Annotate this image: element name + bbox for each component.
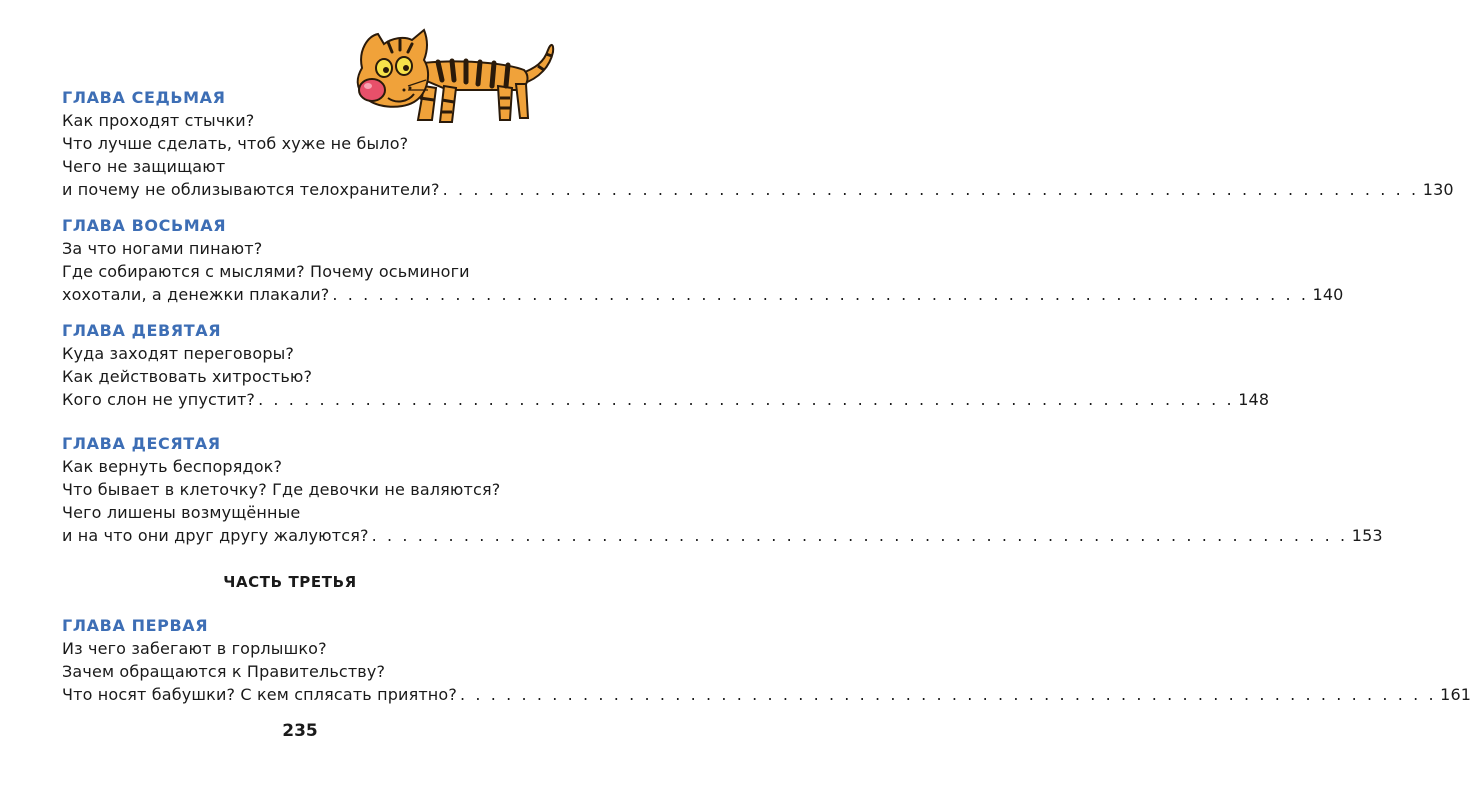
toc-entry-line[interactable]	[62, 683, 1471, 706]
cartoon-tabby-cat-icon	[348, 28, 558, 130]
chapter-line: Как вернуть беспорядок?	[62, 457, 283, 476]
chapter-title: ГЛАВА ПЕРВАЯ	[62, 616, 209, 635]
cat-leg	[516, 84, 528, 118]
chapter-line: и на что они друг другу жалуются?	[62, 526, 369, 545]
dot-leader: . . . . . . . . . . . . . . . . . . . . . . . . . . . . . . . . . . . . . . . . . . . . . . . . . . . . . . . . . . . . . . . .	[371, 526, 1348, 545]
page-number: 235	[282, 721, 318, 741]
dot-leader: . . . . . . . . . . . . . . . . . . . . . . . . . . . . . . . . . . . . . . . . . . . . . . . . . . . . . . . . . . . . . . . .	[258, 390, 1235, 409]
chapter-title: ГЛАВА ВОСЬМАЯ	[62, 216, 227, 235]
dot-leader: . . . . . . . . . . . . . . . . . . . . . . . . . . . . . . . . . . . . . . . . . . . . . . . . . . . . . . . . . . . . . . . .	[332, 285, 1309, 304]
cat-leg	[440, 86, 456, 122]
chapter-line: Что лучше сделать, чтоб хуже не было?	[62, 134, 409, 153]
chapter-title: ГЛАВА ДЕСЯТАЯ	[62, 434, 221, 453]
cat-nose	[359, 79, 385, 101]
toc-entry-line[interactable]	[62, 283, 1344, 306]
page-reference: 161	[1440, 685, 1471, 704]
chapter-line: Из чего забегают в горлышко?	[62, 639, 327, 658]
chapter-title: ГЛАВА СЕДЬМАЯ	[62, 88, 226, 107]
dot-leader: . . . . . . . . . . . . . . . . . . . . . . . . . . . . . . . . . . . . . . . . . . . . . . . . . . . . . . . . . . . . . . . .	[460, 685, 1437, 704]
chapter-line: Как действовать хитростью?	[62, 367, 313, 386]
chapter-line: Что носят бабушки? С кем сплясать приятно?	[62, 685, 458, 704]
chapter-line: Где собираются с мыслями? Почему осьминоги	[62, 262, 470, 281]
page-reference: 140	[1312, 285, 1344, 304]
chapter-line: Куда заходят переговоры?	[62, 344, 295, 363]
chapter-line: Как проходят стычки?	[62, 111, 255, 130]
chapter-line: Чего не защищают	[62, 157, 226, 176]
dot-leader: . . . . . . . . . . . . . . . . . . . . . . . . . . . . . . . . . . . . . . . . . . . . . . . . . . . . . . . . . . . . . . . .	[442, 180, 1419, 199]
chapter-line: За что ногами пинают?	[62, 239, 263, 258]
page-reference: 130	[1422, 180, 1454, 199]
toc-entry-line[interactable]	[62, 178, 1454, 201]
chapter-line: Что бывает в клеточку? Где девочки не валяются?	[62, 480, 501, 499]
toc-entry-line[interactable]	[62, 524, 1383, 547]
chapter-line: Кого слон не упустит?	[62, 390, 256, 409]
page-reference: 153	[1351, 526, 1383, 545]
toc-chapter-nine	[62, 319, 1270, 411]
cat-leg	[498, 86, 512, 120]
chapter-line: Зачем обращаются к Правительству?	[62, 662, 386, 681]
part-title: ЧАСТЬ ТРЕТЬЯ	[223, 573, 357, 591]
chapter-line: и почему не облизываются телохранители?	[62, 180, 440, 199]
toc-chapter-one	[62, 614, 1471, 706]
chapter-line: Чего лишены возмущённые	[62, 503, 301, 522]
toc-entry-line[interactable]	[62, 388, 1270, 411]
chapter-title: ГЛАВА ДЕВЯТАЯ	[62, 321, 222, 340]
page-reference: 148	[1238, 390, 1270, 409]
toc-chapter-eight	[62, 214, 1344, 306]
chapter-line: хохотали, а денежки плакали?	[62, 285, 330, 304]
toc-chapter-ten	[62, 432, 1383, 547]
